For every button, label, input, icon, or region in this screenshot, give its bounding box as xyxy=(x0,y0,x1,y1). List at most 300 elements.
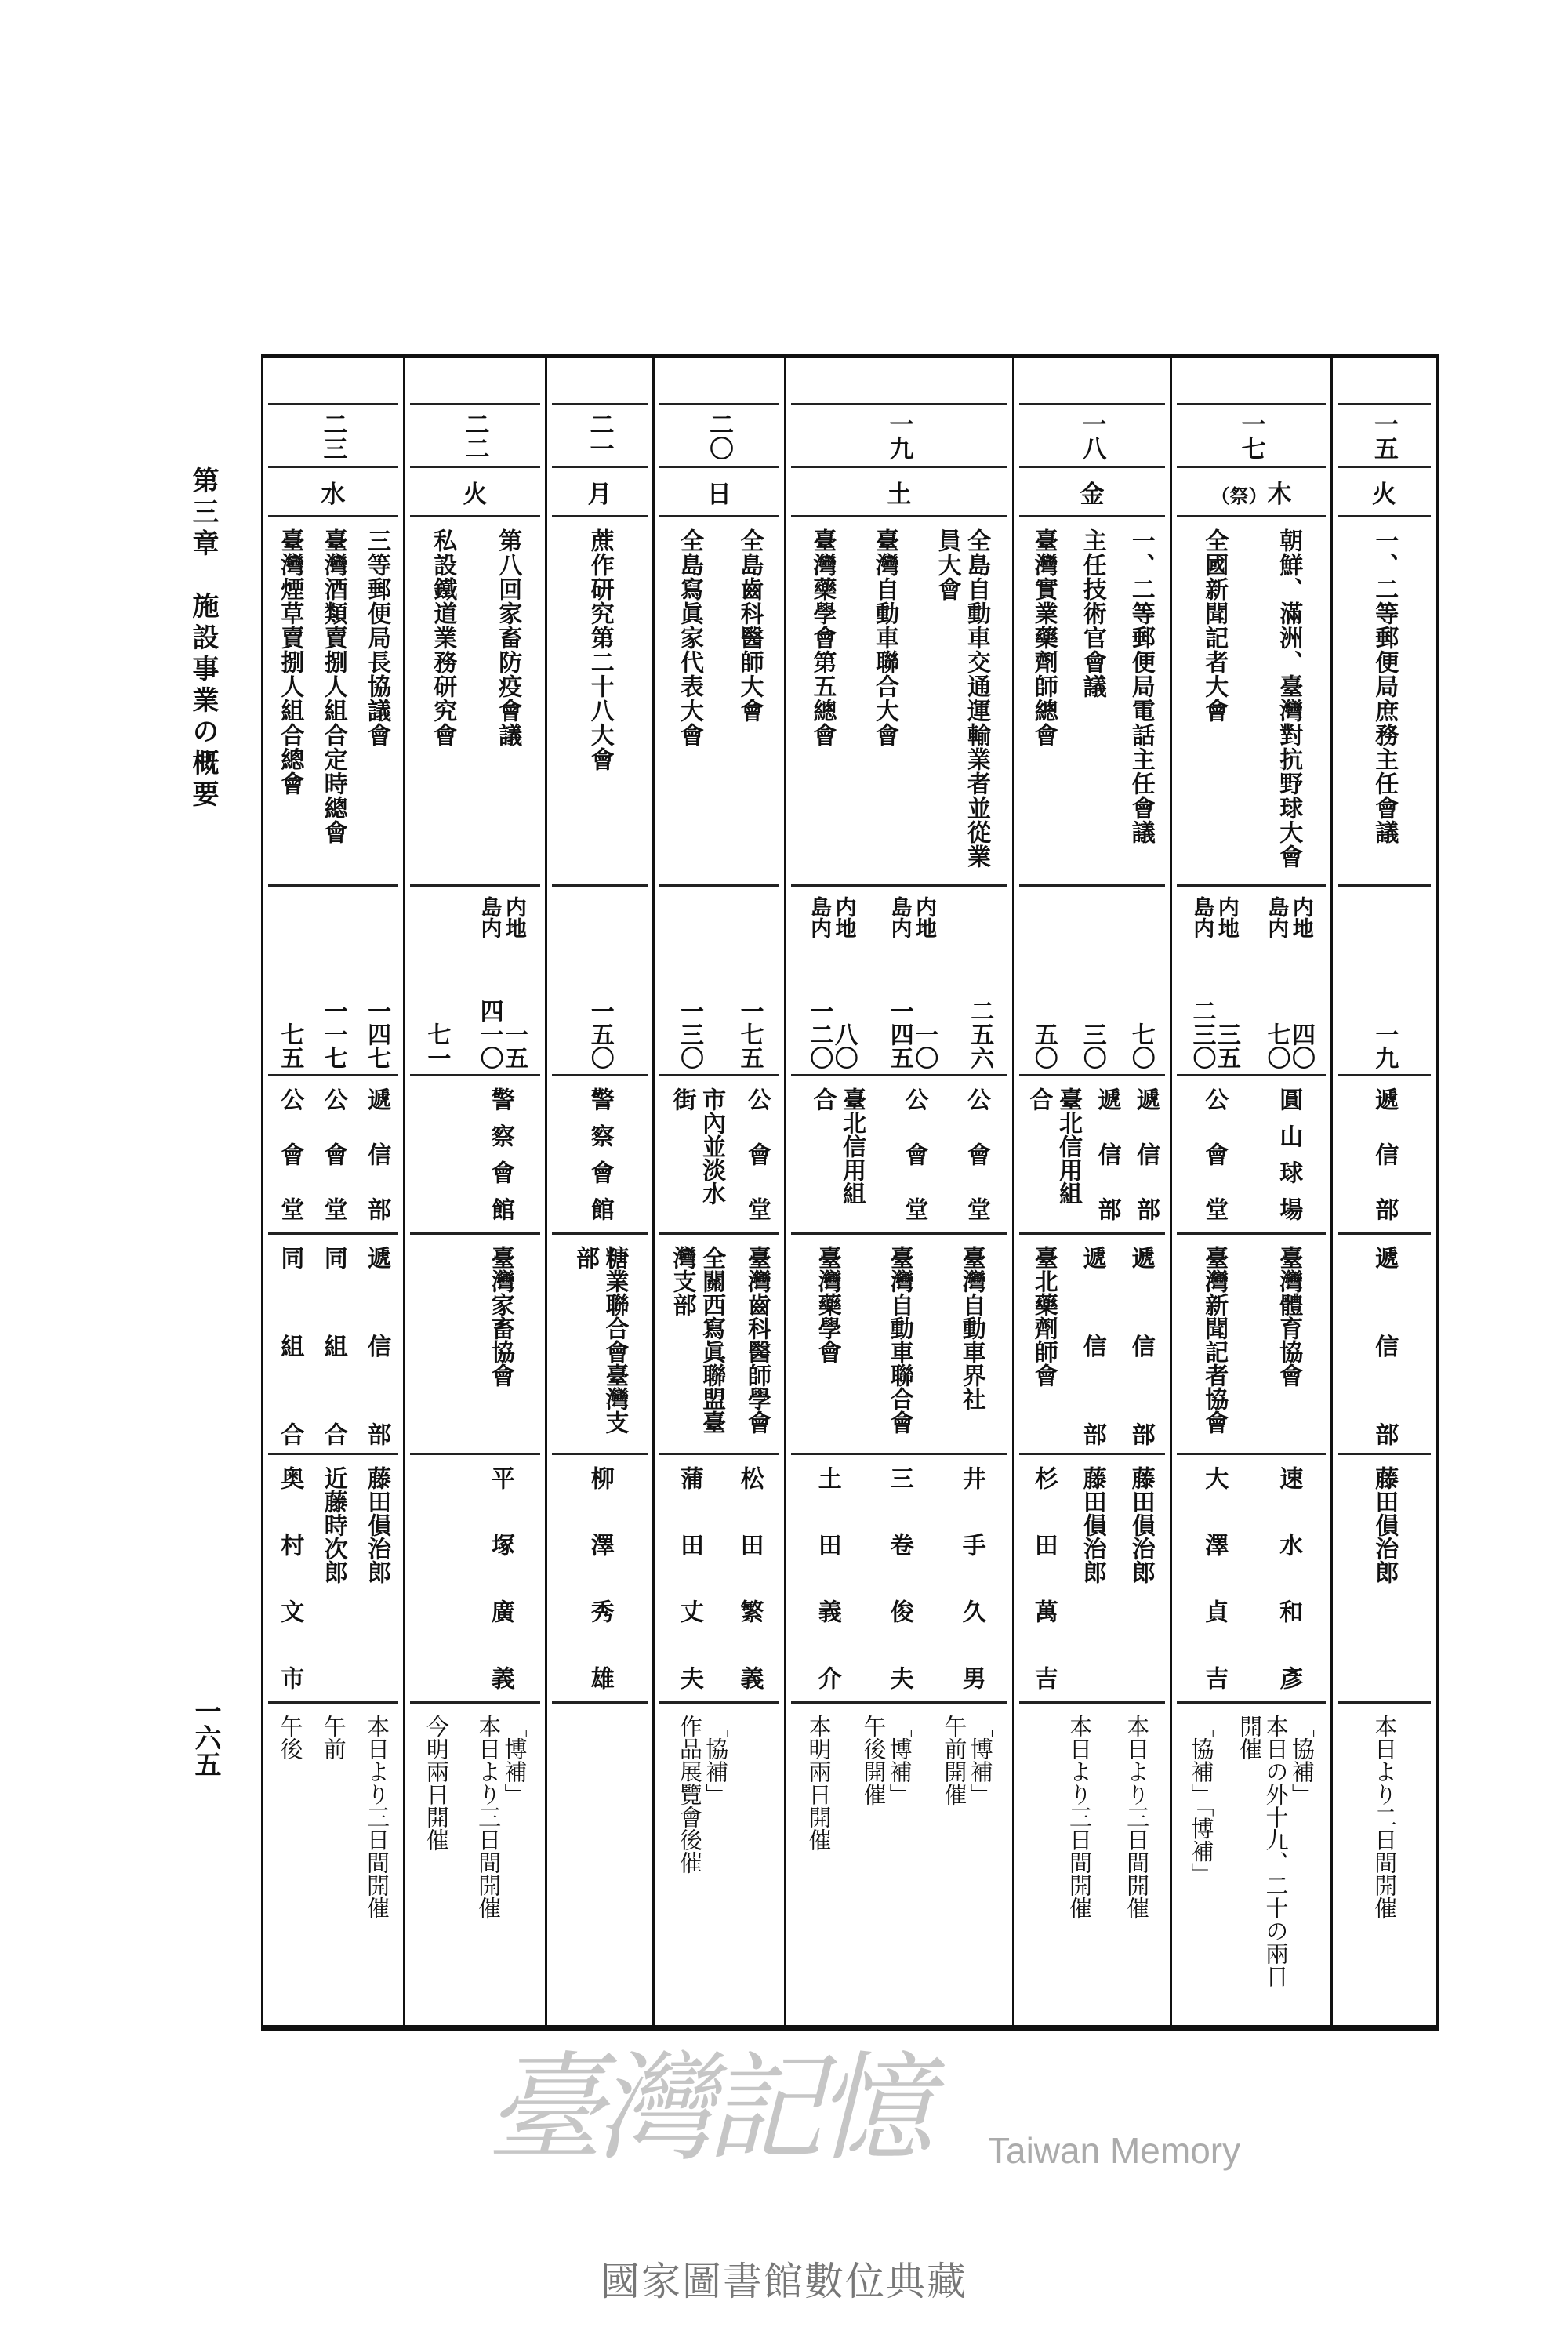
attendance-count: 七五 xyxy=(276,1022,304,1069)
event-entry xyxy=(1251,517,1326,884)
remarks-line: 午前開催 xyxy=(941,1715,968,1806)
venue-cell xyxy=(1177,1074,1326,1232)
attendance-entry xyxy=(355,887,398,1074)
header-blank-cell xyxy=(659,358,779,403)
event-title: 臺灣煙草賣捌人組合總會 xyxy=(276,528,304,796)
representative: 井手久男 xyxy=(957,1466,985,1690)
attendance-entry xyxy=(952,887,1007,1074)
venue: 警察會館 xyxy=(486,1087,514,1221)
weekday-group xyxy=(707,474,731,510)
events-cell xyxy=(1338,515,1431,884)
representative: 平塚廣義 xyxy=(486,1466,514,1690)
venue: 臺北信用組合 xyxy=(808,1087,866,1205)
remarks-line: 本日より二日間開催 xyxy=(1371,1715,1399,1919)
attendance-count: 八〇 xyxy=(829,1022,858,1069)
event-title: 臺灣自動車聯合大會 xyxy=(871,528,898,747)
weekday-cell xyxy=(1338,466,1431,515)
event-entry xyxy=(311,517,354,884)
attendance-cell xyxy=(659,884,779,1074)
attendance-count: 四一〇 xyxy=(475,999,503,1069)
venue-entry xyxy=(355,1076,398,1232)
weekday-cell xyxy=(410,466,540,515)
attendance-count: 七〇 xyxy=(1262,1022,1290,1069)
day-column xyxy=(545,358,652,2025)
remarks-entry xyxy=(410,1704,462,2031)
remarks-line: 「協補」「博補」 xyxy=(1188,1715,1215,1886)
weekday-group xyxy=(887,474,912,510)
attendance-entry xyxy=(720,887,780,1074)
venue: 臺北信用組合 xyxy=(1025,1087,1082,1205)
venue: 市內並淡水街 xyxy=(668,1087,726,1205)
date-cell xyxy=(791,403,1007,466)
header-blank-cell xyxy=(552,358,648,403)
date: 一九 xyxy=(884,411,913,460)
region-label: 内地 xyxy=(1214,896,1239,938)
organizer: 糖業聯合會臺灣支部 xyxy=(572,1246,629,1434)
weekday-cell xyxy=(659,466,779,515)
attendance-cell xyxy=(552,884,648,1074)
events-cell xyxy=(410,515,540,884)
attendance-entry xyxy=(1338,887,1431,1074)
attendance-entry xyxy=(552,887,648,1074)
attendance-breakdown xyxy=(1264,887,1289,1074)
region-label: 島内 xyxy=(807,896,831,938)
representative: 三卷俊夫 xyxy=(885,1466,913,1690)
organizer: 臺灣自動車聯合會 xyxy=(885,1246,913,1434)
venue-entry xyxy=(1019,1076,1087,1232)
attendance-cell xyxy=(268,884,398,1074)
attendance-cell xyxy=(791,884,1007,1074)
event-entry xyxy=(1116,517,1165,884)
remarks-entry xyxy=(846,1704,927,2031)
attendance-breakdown xyxy=(477,887,502,1074)
representative-cell xyxy=(1177,1453,1326,1701)
venue-entry xyxy=(791,1076,883,1232)
day-column xyxy=(1330,358,1439,2025)
remarks-entry xyxy=(659,1704,746,2031)
organizer-entry xyxy=(1177,1235,1251,1453)
region-label: 島内 xyxy=(1189,896,1214,938)
attendance-entry xyxy=(410,887,463,1074)
date-cell xyxy=(552,403,648,466)
organizer-entry xyxy=(791,1235,863,1453)
organizer: 遞信部 xyxy=(1370,1246,1399,1446)
attendance-entry xyxy=(1177,887,1251,1074)
event-title: 臺灣藥學會第五總會 xyxy=(808,528,837,747)
weekday-cell xyxy=(1177,466,1326,515)
weekday-group xyxy=(463,474,488,510)
weekday: 水 xyxy=(321,480,346,509)
attendance-entry xyxy=(311,887,354,1074)
attendance-count: 一五〇 xyxy=(586,999,614,1069)
attendance-breakdown xyxy=(1189,887,1214,1074)
representative-cell xyxy=(268,1453,398,1701)
remarks-line: 「博補」 xyxy=(967,1715,994,1806)
event-entry xyxy=(854,517,916,884)
remarks-entry xyxy=(1108,1704,1165,2031)
representative: 土田義介 xyxy=(813,1466,841,1690)
remarks-cell xyxy=(659,1701,779,2031)
remarks-line: 「博補」 xyxy=(886,1715,913,1806)
representative: 奥村文市 xyxy=(276,1466,304,1690)
day-column xyxy=(1012,358,1170,2025)
organizer: 臺北藥劑師會 xyxy=(1029,1246,1058,1387)
weekday: 土 xyxy=(887,480,912,509)
remarks-line: 本明兩日開催 xyxy=(805,1715,833,1851)
attendance-cell xyxy=(410,884,540,1074)
remarks-entry xyxy=(1177,1704,1225,2031)
header-blank-cell xyxy=(1177,358,1326,403)
venue-entry xyxy=(946,1076,1008,1232)
header-blank-cell xyxy=(410,358,540,403)
event-title: 全島寫眞家代表大會 xyxy=(676,528,703,747)
events-cell xyxy=(268,515,398,884)
header-blank-cell xyxy=(1019,358,1165,403)
organizer: 遞信部 xyxy=(1078,1246,1106,1446)
organizer-entry xyxy=(659,1235,734,1453)
representative: 杉田萬吉 xyxy=(1029,1466,1058,1690)
date: 二二 xyxy=(460,411,489,460)
venue-cell xyxy=(410,1074,540,1232)
header-blank-cell xyxy=(268,358,398,403)
weekday: 火 xyxy=(463,480,488,509)
organizer-entry xyxy=(863,1235,935,1453)
event-entry xyxy=(1019,517,1068,884)
footer-library-credit: 國家圖書館數位典藏 xyxy=(601,2259,967,2304)
remarks-entry xyxy=(791,1704,846,2031)
representative-cell xyxy=(791,1453,1007,1701)
remarks-cell xyxy=(1019,1701,1165,2031)
venue-cell xyxy=(659,1074,779,1232)
organizer: 同組合 xyxy=(319,1246,347,1446)
day-column xyxy=(784,358,1012,2025)
venue-entry xyxy=(734,1076,779,1232)
representative-entry xyxy=(659,1455,720,1701)
attendance-count: 五〇 xyxy=(1029,1022,1058,1069)
venue-entry xyxy=(1338,1076,1431,1232)
representative: 柳澤秀雄 xyxy=(586,1466,614,1690)
representative-cell xyxy=(410,1453,540,1701)
representative-entry xyxy=(1251,1455,1326,1701)
event-title: 私設鐵道業務研究會 xyxy=(429,528,457,747)
remarks-line: 「協補」 xyxy=(1288,1715,1316,1806)
venue-cell xyxy=(791,1074,1007,1232)
header-blank-cell xyxy=(1338,358,1431,403)
venue: 公會堂 xyxy=(742,1087,771,1221)
date-cell xyxy=(410,403,540,466)
organizer: 全關西寫眞聯盟臺灣支部 xyxy=(668,1246,726,1434)
organizer: 臺灣新聞記者協會 xyxy=(1200,1246,1229,1434)
watermark-text: Taiwan Memory xyxy=(988,2130,1241,2171)
organizer-cell xyxy=(659,1232,779,1453)
date-cell xyxy=(1019,403,1165,466)
attendance-count: 四〇 xyxy=(1287,1022,1315,1069)
organizer-entry xyxy=(935,1235,1007,1453)
weekday: 金 xyxy=(1080,480,1105,509)
remarks-line: 本日より三日間開催 xyxy=(475,1715,503,1919)
venue: 遞信部 xyxy=(1370,1087,1399,1221)
representative-entry xyxy=(410,1455,460,1701)
organizer-entry xyxy=(311,1235,354,1453)
weekday-cell xyxy=(1019,466,1165,515)
venue-entry xyxy=(410,1076,460,1232)
remarks-entry xyxy=(1225,1704,1326,2031)
remarks-line: 午前 xyxy=(320,1715,347,1760)
attendance-entry xyxy=(791,887,872,1074)
remarks-cell xyxy=(268,1701,398,2031)
venue: 警察會館 xyxy=(586,1087,614,1221)
venue: 公會堂 xyxy=(900,1087,928,1221)
event-title: 蔗作研究第二十八大會 xyxy=(586,528,614,771)
organizer-cell xyxy=(1177,1232,1326,1453)
region-label: 島内 xyxy=(1264,896,1289,938)
representative-entry xyxy=(460,1455,540,1701)
page-number: 一六五 xyxy=(190,1697,221,1777)
date: 二三 xyxy=(318,411,347,460)
attendance-cell xyxy=(1019,884,1165,1074)
remarks-line: 午後開催 xyxy=(860,1715,887,1806)
day-column xyxy=(652,358,784,2025)
organizer-cell xyxy=(552,1232,648,1453)
organizer: 臺灣自動車界社 xyxy=(957,1246,985,1410)
remarks-cell xyxy=(1177,1701,1326,2031)
attendance-breakdown xyxy=(912,887,937,1074)
attendance-cell xyxy=(1338,884,1431,1074)
organizer-cell xyxy=(268,1232,398,1453)
organizer-entry xyxy=(734,1235,779,1453)
venue-entry xyxy=(552,1076,648,1232)
attendance-count: 七〇 xyxy=(1127,1022,1155,1069)
organizer-entry xyxy=(1251,1235,1326,1453)
venue: 公會堂 xyxy=(1200,1087,1229,1221)
venue-entry xyxy=(1087,1076,1127,1232)
attendance-entry xyxy=(1068,887,1116,1074)
representative-entry xyxy=(1068,1455,1116,1701)
events-cell xyxy=(552,515,648,884)
representative-cell xyxy=(1019,1453,1165,1701)
region-label: 島内 xyxy=(887,896,912,938)
event-entry xyxy=(720,517,780,884)
event-title: 主任技術官會議 xyxy=(1078,528,1106,699)
organizer-entry xyxy=(1116,1235,1165,1453)
venue-entry xyxy=(460,1076,540,1232)
attendance-entry xyxy=(1116,887,1165,1074)
day-column xyxy=(403,358,545,2025)
event-entry xyxy=(916,517,1007,884)
remarks-entry xyxy=(462,1704,540,2031)
attendance-count: 一四七 xyxy=(363,999,391,1069)
date: 一五 xyxy=(1370,411,1398,460)
representative-entry xyxy=(720,1455,780,1701)
event-entry xyxy=(268,517,311,884)
event-entry xyxy=(1068,517,1116,884)
events-cell xyxy=(659,515,779,884)
attendance-count: 三〇 xyxy=(1078,1022,1106,1069)
organizer-cell xyxy=(410,1232,540,1453)
representative-entry xyxy=(268,1455,311,1701)
representative: 藤田傊治郎 xyxy=(1127,1466,1155,1584)
representative-entry xyxy=(311,1455,354,1701)
organizer-entry xyxy=(552,1235,648,1453)
date-cell xyxy=(268,403,398,466)
date-cell xyxy=(659,403,779,466)
attendance-entry xyxy=(1251,887,1326,1074)
representative: 蒲田丈夫 xyxy=(676,1466,703,1690)
organizer: 臺灣齒科醫師學會 xyxy=(742,1246,771,1434)
remarks-line: 本日より三日間開催 xyxy=(1123,1715,1151,1919)
representative: 大澤貞吉 xyxy=(1200,1466,1229,1690)
attendance-count: 一一七 xyxy=(319,999,347,1069)
region-label: 内地 xyxy=(831,896,856,938)
attendance-breakdown xyxy=(887,887,912,1074)
remarks-entry xyxy=(1338,1704,1431,2031)
organizer: 遞信部 xyxy=(1127,1246,1155,1446)
remarks-entry xyxy=(927,1704,1007,2031)
venue-cell xyxy=(268,1074,398,1232)
representative-entry xyxy=(935,1455,1007,1701)
attendance-count: 一四五 xyxy=(885,999,913,1069)
organizer: 臺灣藥學會 xyxy=(813,1246,841,1363)
organizer: 臺灣體育協會 xyxy=(1275,1246,1303,1387)
venue-entry xyxy=(1251,1076,1326,1232)
attendance-breakdown xyxy=(1214,887,1240,1074)
remarks-line: 本日の外十九、二十の兩日 xyxy=(1262,1715,1290,1987)
region-label: 内地 xyxy=(501,896,526,938)
organizer: 臺灣家畜協會 xyxy=(486,1246,514,1387)
event-entry xyxy=(659,517,720,884)
day-column xyxy=(261,358,403,2025)
remarks-line: 午後 xyxy=(277,1715,304,1760)
remarks-line: 本日より三日間開催 xyxy=(1065,1715,1093,1919)
event-entry xyxy=(410,517,475,884)
attendance-count: 一九 xyxy=(1370,1022,1399,1069)
event-entry xyxy=(355,517,398,884)
attendance-count: 一〇 xyxy=(910,1022,938,1069)
event-title: 一、二等郵便局電話主任會議 xyxy=(1127,528,1155,844)
attendance-entry xyxy=(659,887,720,1074)
representative-entry xyxy=(1019,1455,1068,1701)
representative-cell xyxy=(1338,1453,1431,1701)
remarks-cell xyxy=(552,1701,648,2031)
watermark-logo: 臺灣記憶 xyxy=(486,2041,926,2177)
remarks-line: 「博補」 xyxy=(501,1715,528,1806)
representative-entry xyxy=(1338,1455,1431,1701)
event-entry xyxy=(475,517,540,884)
venue-entry xyxy=(1177,1076,1251,1232)
date: 二〇 xyxy=(705,411,733,460)
venue: 圓山球場 xyxy=(1275,1087,1303,1221)
remarks-entry xyxy=(311,1704,354,2031)
venue-cell xyxy=(1338,1074,1431,1232)
venue-entry xyxy=(659,1076,734,1232)
region-label: 内地 xyxy=(912,896,936,938)
representative: 藤田傊治郎 xyxy=(1078,1466,1106,1584)
attendance-entry xyxy=(872,887,953,1074)
weekday: 月 xyxy=(587,480,612,509)
venue-entry xyxy=(268,1076,311,1232)
representative-entry xyxy=(791,1455,863,1701)
venue-entry xyxy=(1127,1076,1166,1232)
attendance-count: 二五六 xyxy=(966,999,994,1069)
venue: 遞信部 xyxy=(1132,1087,1160,1221)
organizer-entry xyxy=(1019,1235,1068,1453)
remarks-line: 本日より三日間開催 xyxy=(363,1715,390,1919)
attendance-count: 一三〇 xyxy=(676,999,703,1069)
attendance-entry xyxy=(1019,887,1068,1074)
event-title: 全國新聞記者大會 xyxy=(1200,528,1229,723)
attendance-entry xyxy=(463,887,540,1074)
attendance-count: 一七五 xyxy=(735,999,764,1069)
weekday-cell xyxy=(791,466,1007,515)
venue-entry xyxy=(883,1076,946,1232)
remarks-cell xyxy=(410,1701,540,2031)
representative-cell xyxy=(552,1453,648,1701)
attendance-breakdown xyxy=(807,887,832,1074)
weekday-cell xyxy=(552,466,648,515)
representative: 藤田傊治郎 xyxy=(1370,1466,1399,1584)
attendance-count: 七一 xyxy=(423,1022,451,1069)
organizer-cell xyxy=(791,1232,1007,1453)
attendance-cell xyxy=(1177,884,1326,1074)
event-entry xyxy=(1338,517,1431,884)
organizer-entry xyxy=(1068,1235,1116,1453)
remarks-entry xyxy=(1019,1704,1051,2031)
event-entry xyxy=(1177,517,1251,884)
organizer-entry xyxy=(1338,1235,1431,1453)
venue: 公會堂 xyxy=(319,1087,347,1221)
region-label: 内地 xyxy=(1288,896,1313,938)
remarks-line: 「協補」 xyxy=(702,1715,730,1806)
attendance-count: 一五 xyxy=(500,1022,528,1069)
events-cell xyxy=(1019,515,1165,884)
attendance-breakdown xyxy=(831,887,856,1074)
venue-cell xyxy=(552,1074,648,1232)
date: 一七 xyxy=(1236,411,1265,460)
remarks-cell xyxy=(791,1701,1007,2031)
events-cell xyxy=(1177,515,1326,884)
event-title: 全島自動車交通運輸業者並從業員大會 xyxy=(933,528,990,869)
event-title: 一、二等郵便局庶務主任會議 xyxy=(1370,528,1399,844)
representative: 松田繁義 xyxy=(735,1466,764,1690)
weekday-group xyxy=(1372,474,1396,510)
weekday-cell xyxy=(268,466,398,515)
weekday: 木 xyxy=(1267,480,1292,509)
attendance-count: 一二〇 xyxy=(805,999,833,1069)
remarks-entry xyxy=(1051,1704,1108,2031)
organizer-cell xyxy=(1338,1232,1431,1453)
representative-entry xyxy=(1177,1455,1251,1701)
region-label: 島内 xyxy=(477,896,502,938)
remarks-line: 作品展覽會後催 xyxy=(676,1715,703,1874)
representative: 藤田傊治郎 xyxy=(363,1466,391,1584)
chapter-title: 第三章 施設事業の概要 xyxy=(187,466,219,811)
representative-entry xyxy=(1116,1455,1165,1701)
remarks-entry xyxy=(268,1704,311,2031)
representative-entry xyxy=(552,1455,648,1701)
venue: 遞信部 xyxy=(1093,1087,1121,1221)
event-title: 全島齒科醫師大會 xyxy=(735,528,764,723)
weekday-group xyxy=(1080,474,1105,510)
date-cell xyxy=(1177,403,1326,466)
remarks-line: 今明兩日開催 xyxy=(423,1715,450,1851)
representative-entry xyxy=(863,1455,935,1701)
venue-entry xyxy=(311,1076,354,1232)
attendance-count: 三五 xyxy=(1213,1022,1240,1069)
attendance-breakdown xyxy=(1289,887,1314,1074)
event-entry xyxy=(552,517,648,884)
event-title: 臺灣酒類賣捌人組合定時總會 xyxy=(319,528,347,844)
events-cell xyxy=(791,515,1007,884)
